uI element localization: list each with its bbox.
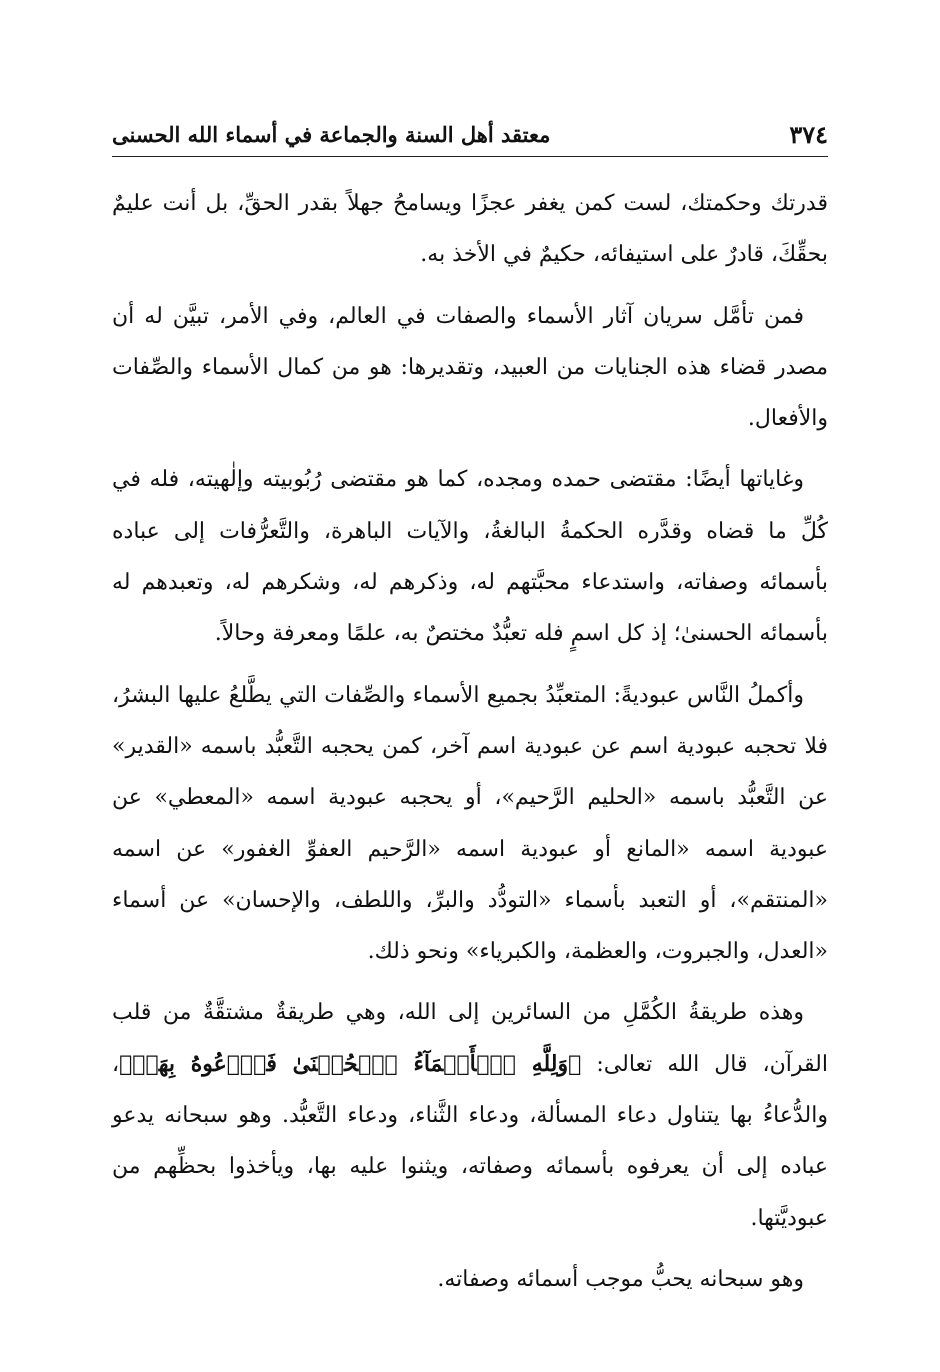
body-text — [112, 178, 828, 1315]
paragraph-2: فمن تأمَّل سريان آثار الأسماء والصفات في العالم، وفي الأمر، تبيَّن له أن مصدر قضاء هذه الجنايات من العبيد، وتقديرها: هو من كمال الأسماء والصِّفات والأفعال. — [112, 303, 828, 432]
paragraph-6: وهو سبحانه يحبُّ موجب أسمائه وصفاته. — [437, 1266, 804, 1292]
running-title: معتقد أهل السنة والجماعة في أسماء الله الحسنى — [112, 121, 551, 147]
page-header — [112, 112, 828, 157]
paragraph-3: وغاياتها أيضًا: مقتضى حمده ومجده، كما هو مقتضى رُبُوبيته وإلٰهيته، فله في كُلِّ ما قضاه وقدَّره الحكمةُ البالغةُ، والآيات الباهرة، والتَّعرُّفات إلى عباده بأسمائه وصفاته، واستدعاء محبَّتهم له، وذكرهم له، وشكرهم له، وتعبدهم له بأسمائه الحسنىٰ؛ إذ كل اسمٍ فله تعبُّدٌ مختصٌ به، علمًا ومعرفة وحالاً. — [112, 467, 828, 647]
paragraph-5-before: وهذه طريقةُ الكُمَّلِ من السائرين إلى الله، وهي طريقةٌ مشتقَّةٌ من قلب القرآن، قال الله تعالى: — [112, 1000, 828, 1077]
paragraph-5 — [112, 987, 828, 1243]
paragraph-5-after: ، والدُّعاءُ بها يتناول دعاء المسألة، ودعاء الثَّناء، ودعاء التَّعبُّد. وهو سبحانه يدعو عباده إلى أن يعرفوه بأسمائه وصفاته، ويثنوا عليه بها، ويأخذوا بحظِّهم من عبوديَّتها. — [112, 1051, 828, 1231]
page-number: ٣٧٤ — [789, 119, 828, 149]
quran-verse: ﴿وَلِلَّهِ ٱلۡأَسۡمَآءُ ٱلۡحُسۡنَىٰ فَٱدۡعُوهُ بِهَاۖ﴾ — [119, 1050, 582, 1077]
paragraph-4: وأكملُ النَّاس عبوديةً: المتعبِّدُ بجميع الأسماء والصِّفات التي يطَّلعُ عليها البشرُ، فلا تحجبه عبودية اسم عن عبودية اسم آخر، كمن يحجبه التَّعبُّد باسمه «القدير» عن التَّعبُّد باسمه «الحليم الرَّحيم»، أو يحجبه عبودية اسمه «المعطي» عن عبودية اسمه «المانع أو عبودية اسمه «الرَّحيم العفوِّ الغفور» عن اسمه «المنتقم»، أو التعبد بأسماء «التودُّد والبرِّ، واللطف، والإحسان» عن أسماء «العدل، والجبروت، والعظمة، والكبرياء» ونحو ذلك. — [112, 682, 828, 965]
paragraph-1: قدرتك وحكمتك، لست كمن يغفر عجزًا ويسامحُ جهلاً بقدر الحقِّ، بل أنت عليمٌ بحقِّكَ، قادرٌ على استيفائه، حكيمٌ في الأخذ به. — [112, 191, 828, 268]
